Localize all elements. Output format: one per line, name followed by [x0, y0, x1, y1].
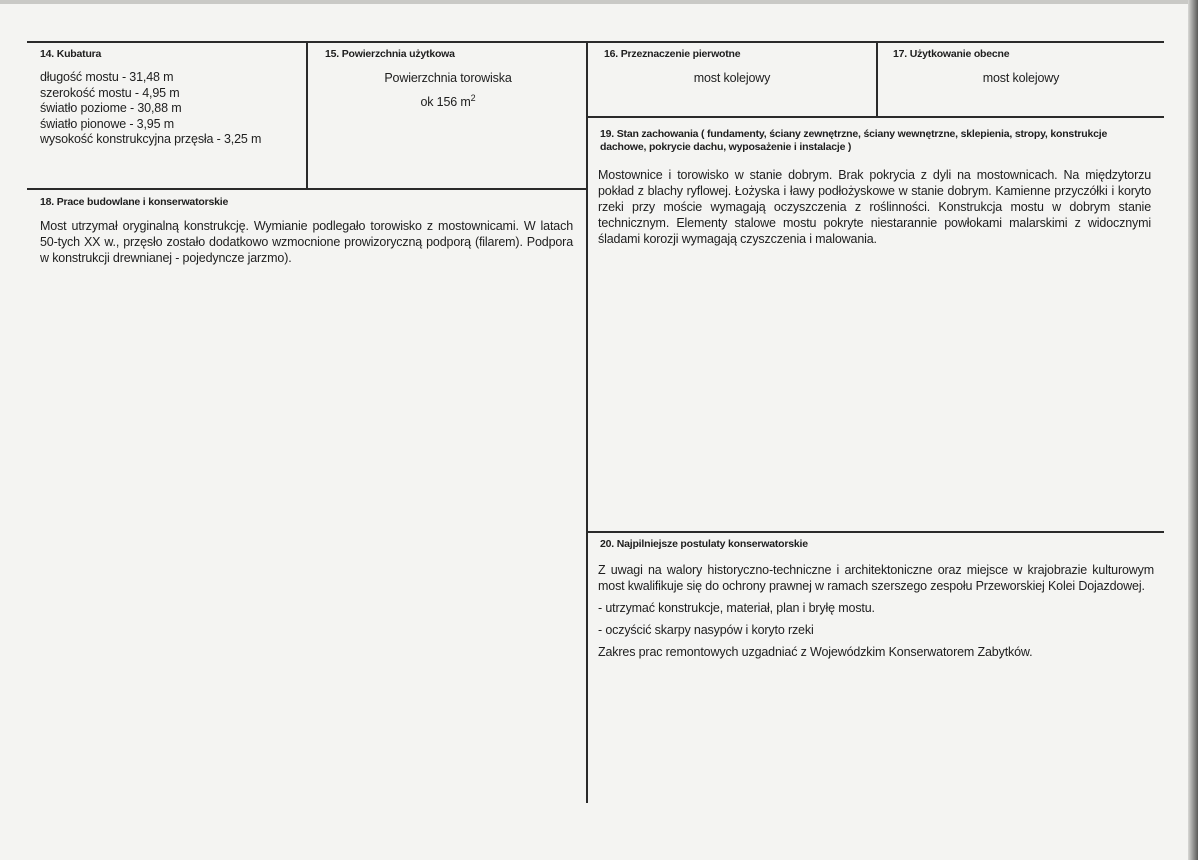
- kubatura-szerokosc: szerokość mostu - 4,95 m: [40, 85, 180, 100]
- scan-edge-right: [1188, 0, 1198, 860]
- section-17-title: 17. Użytkowanie obecne: [893, 48, 1010, 60]
- section-16-title: 16. Przeznaczenie pierwotne: [604, 48, 741, 60]
- postulaty-paragraph-1: Z uwagi na walory historyczno-techniczne i architektoniczne oraz miejsce w krajobrazie kulturowym most kwalifikuje się do ochrony prawnej w ramach szerszego zespołu Przeworskiej Kolei Dojazdowej.: [598, 563, 1154, 593]
- powierzchnia-value: [310, 94, 586, 110]
- powierzchnia-number: ok 156 m: [420, 95, 471, 109]
- postulaty-paragraph-4: Zakres prac remontowych uzgadniać z Wojewódzkim Konserwatorem Zabytków.: [598, 645, 1033, 659]
- kubatura-swiatlo-pionowe: światło pionowe - 3,95 m: [40, 116, 174, 131]
- section-18-title: 18. Prace budowlane i konserwatorskie: [40, 196, 229, 208]
- powierzchnia-exponent: 2: [470, 93, 476, 103]
- divider-14-15: [306, 41, 308, 189]
- postulaty-paragraph-3: - oczyścić skarpy nasypów i koryto rzeki: [598, 623, 814, 637]
- powierzchnia-label: Powierzchnia torowiska: [384, 71, 512, 85]
- kubatura-list: [40, 70, 261, 148]
- kubatura-dlugosc: długość mostu - 31,48 m: [40, 70, 174, 84]
- center-divider: [586, 41, 588, 803]
- section-19-title: 19. Stan zachowania ( fundamenty, ściany zewnętrzne, ściany wewnętrzne, sklepienia, stropy, konstrukcje dachowe, pokrycie dachu, wyposażenie i instalacje ): [600, 128, 1108, 153]
- section-15-title: 15. Powierzchnia użytkowa: [325, 48, 455, 60]
- kubatura-wysokosc: wysokość konstrukcyjna przęsła - 3,25 m: [40, 132, 262, 146]
- postulaty-paragraph-2: - utrzymać konstrukcje, materiał, plan i bryłę mostu.: [598, 601, 875, 615]
- section-14-title: 14. Kubatura: [40, 48, 102, 60]
- top-rule: [27, 41, 1164, 43]
- section-20-title: 20. Najpilniejsze postulaty konserwatorskie: [600, 538, 808, 550]
- scan-edge-top: [0, 0, 1198, 4]
- postulaty-body: [598, 562, 1154, 666]
- rule-above-20: [586, 531, 1164, 533]
- stan-text: Mostownice i torowisko w stanie dobrym. Brak pokrycia z dyli na mostownicach. Na międzytorzu pokład z blachy ryflowej. Łożyska i ławy podłożyskowe w stanie dobrym. Kamienne przyczółki i koryto rzeki przy moście wymagają oczyszczenia z roślinności. Konstrukcja mostu w dobrym stanie technicznym. Elementy stalowe mostu pokryte niestarannie powłokami malarskimi z widocznymi śladami korozji wymagają czyszczenia i malowania.: [598, 168, 1151, 246]
- uzytkowanie-value: most kolejowy: [982, 71, 1060, 85]
- przeznaczenie-value: most kolejowy: [693, 71, 771, 85]
- rule-under-16-17: [586, 116, 1164, 118]
- prace-text: Most utrzymał oryginalną konstrukcję. Wymianie podlegało torowisko z mostownicami. W latach 50-tych XX w., przęsło zostało dodatkowo wzmocnione prowizoryczną podporą (filarem). Podpora w konstrukcji drewnianej - pojedyncze jarzmo).: [40, 219, 573, 265]
- kubatura-swiatlo-poziome: światło poziome - 30,88 m: [40, 101, 182, 115]
